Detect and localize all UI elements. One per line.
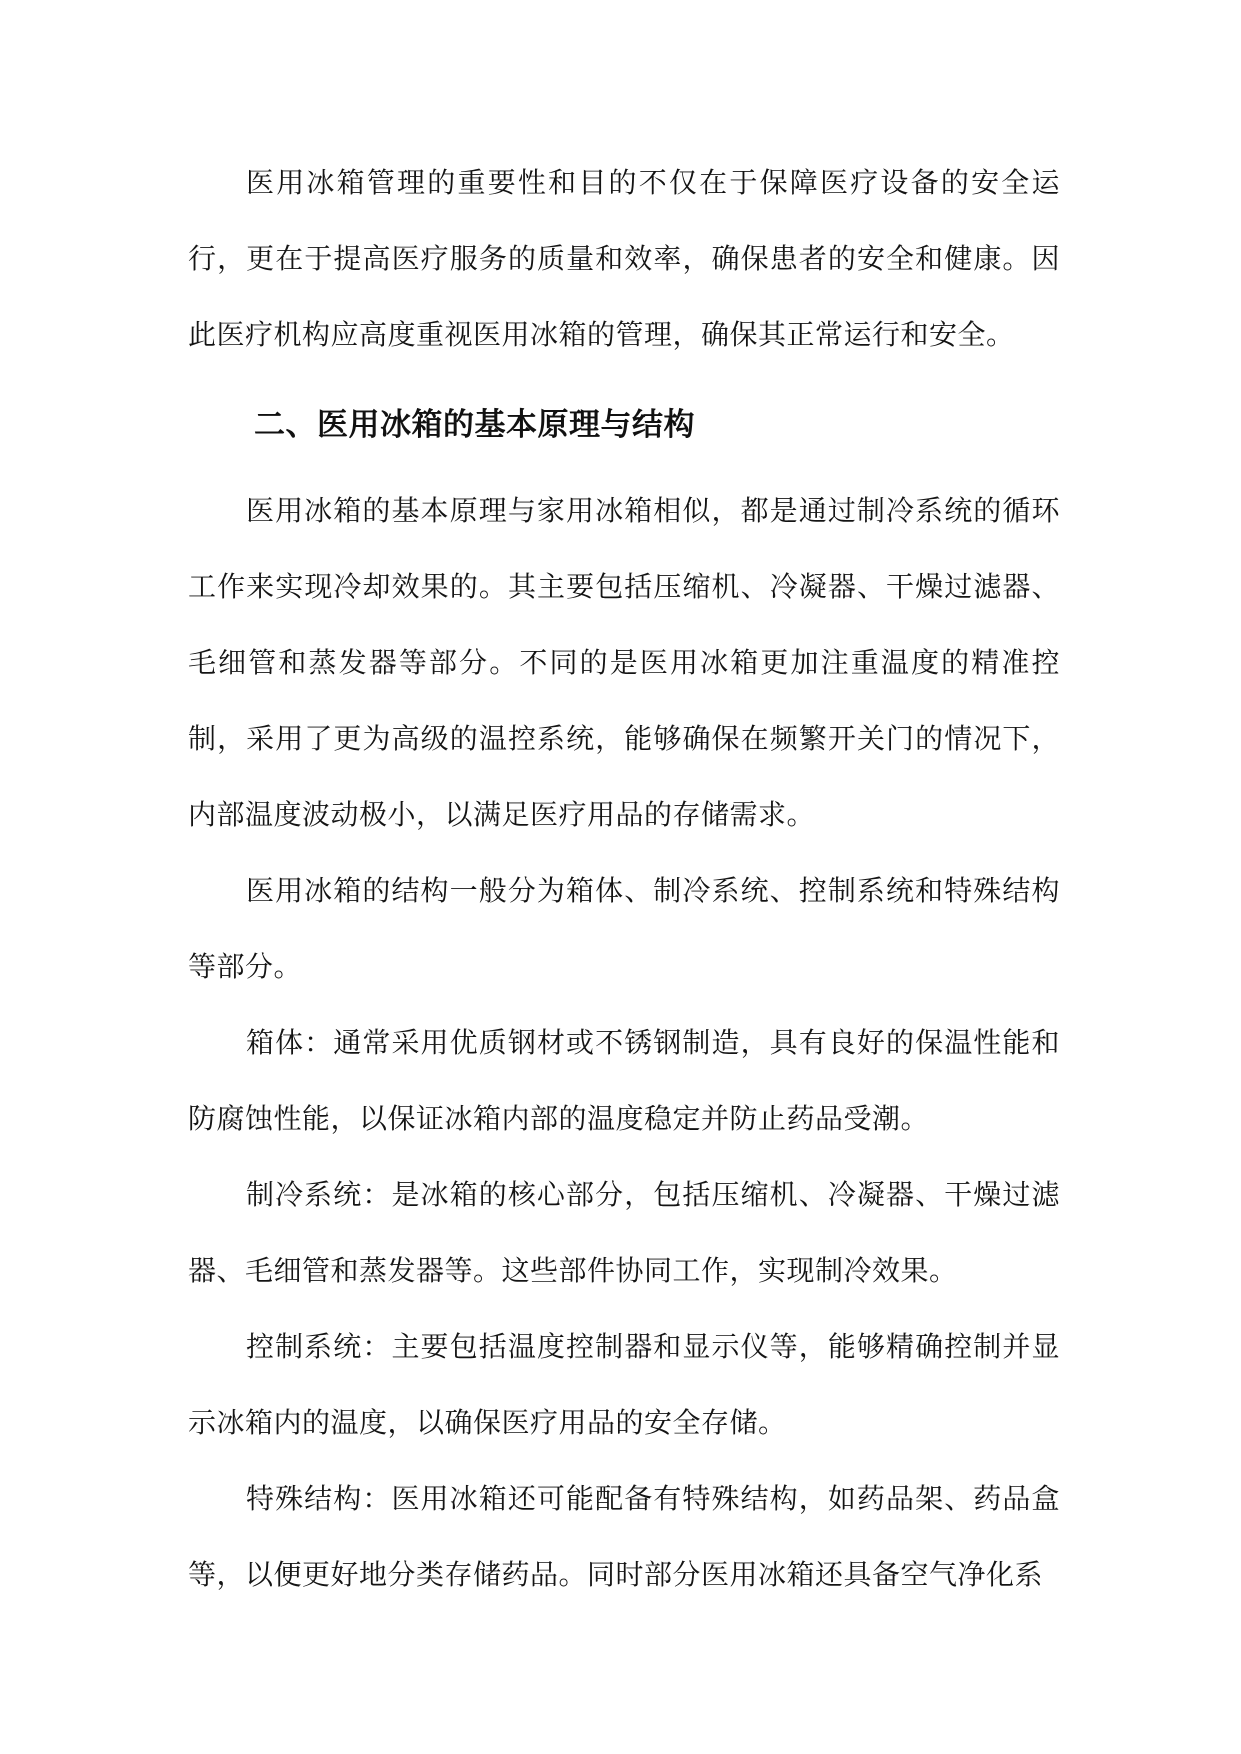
paragraph-refrigeration-system: 制冷系统：是冰箱的核心部分，包括压缩机、冷凝器、干燥过滤器、毛细管和蒸发器等。这些部件协同工作，实现制冷效果。 [188, 1178, 1060, 1287]
paragraph-special-structure: 特殊结构：医用冰箱还可能配备有特殊结构，如药品架、药品盒等，以便更好地分类存储药品。同时部分医用冰箱还具备空气净化系 [188, 1482, 1060, 1591]
document-body [188, 145, 1060, 1613]
section-heading: 二、医用冰箱的基本原理与结构 [254, 407, 695, 443]
paragraph-cabinet: 箱体：通常采用优质钢材或不锈钢制造，具有良好的保温性能和防腐蚀性能，以保证冰箱内部的温度稳定并防止药品受潮。 [188, 1026, 1060, 1135]
paragraph-structure-overview: 医用冰箱的结构一般分为箱体、制冷系统、控制系统和特殊结构等部分。 [188, 874, 1060, 983]
paragraph-basic-principle: 医用冰箱的基本原理与家用冰箱相似，都是通过制冷系统的循环工作来实现冷却效果的。其主要包括压缩机、冷凝器、干燥过滤器、毛细管和蒸发器等部分。不同的是医用冰箱更加注重温度的精准控制，采用了更为高级的温控系统，能够确保在频繁开关门的情况下，内部温度波动极小，以满足医疗用品的存储需求。 [188, 494, 1060, 831]
paragraph-management-importance: 医用冰箱管理的重要性和目的不仅在于保障医疗设备的安全运行，更在于提高医疗服务的质量和效率，确保患者的安全和健康。因此医疗机构应高度重视医用冰箱的管理，确保其正常运行和安全。 [188, 166, 1060, 351]
paragraph-control-system: 控制系统：主要包括温度控制器和显示仪等，能够精确控制并显示冰箱内的温度，以确保医疗用品的安全存储。 [188, 1330, 1060, 1439]
